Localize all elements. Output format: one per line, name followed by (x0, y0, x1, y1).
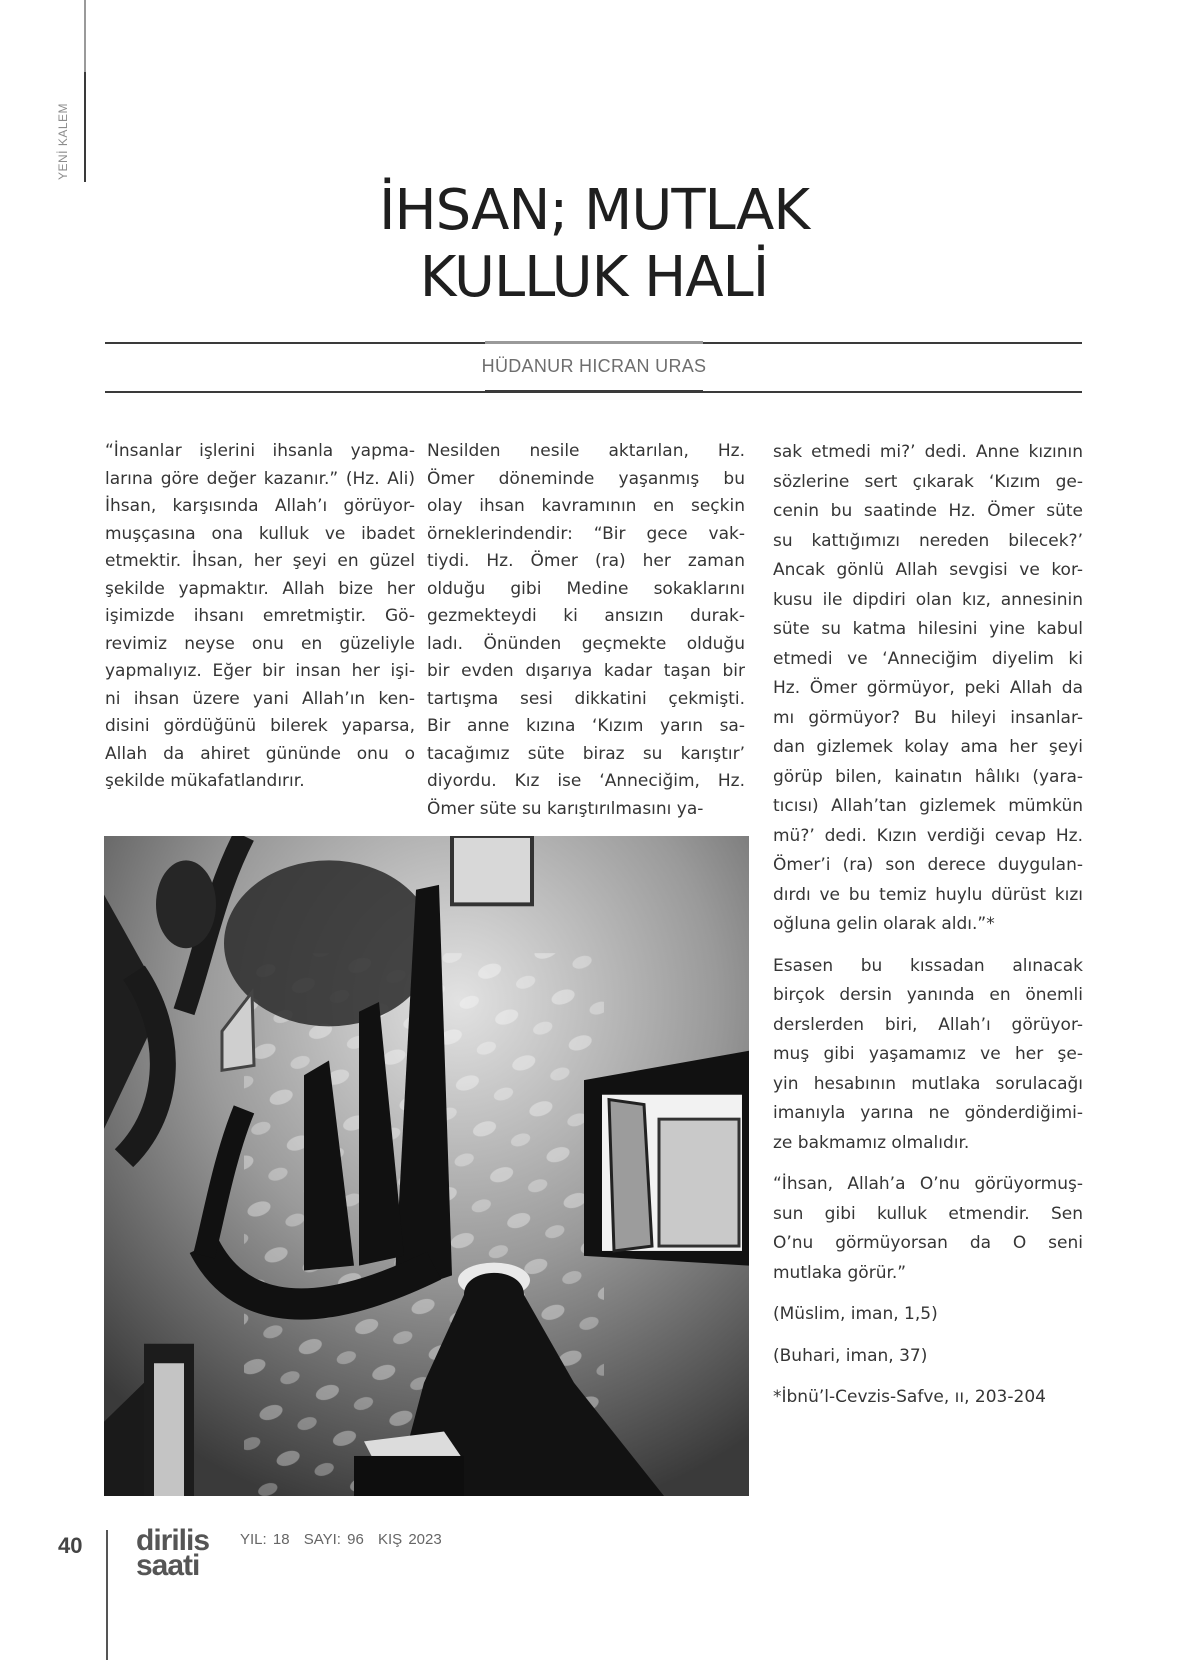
text-line: imanıyla yarına ne gönderdiğimi- (773, 1103, 1083, 1123)
text-line: etmedi ve ‘Anneciğim diyelim ki (773, 648, 1083, 669)
title-rule-bottom-accent (485, 390, 703, 393)
text-line: revimiz neyse onu en güzeliyle (105, 633, 415, 654)
text-line: mü?’ dedi. Kızın verdiği cevap Hz. (773, 825, 1083, 846)
text-line: tacağımız süte biraz su karıştır’ (427, 743, 745, 764)
text-line: O’nu görmüyorsan da O seni (773, 1233, 1083, 1253)
section-rule-top (84, 0, 86, 72)
text-line: ni ihsan üzere yani Allah’ın ken- (105, 688, 415, 709)
page-number: 40 (58, 1533, 83, 1558)
text-line: tıcısı) Allah’tan gizlemek mümkün (773, 796, 1083, 816)
paragraph (773, 1300, 1083, 1330)
text-line: Esasen bu kıssadan alınacak (773, 955, 1083, 976)
paragraph (773, 952, 1083, 1159)
text-line: Nesilden nesile aktarılan, Hz. (427, 441, 745, 461)
title-rule-top-accent (485, 341, 703, 344)
paragraph (773, 1342, 1083, 1372)
text-line: ze bakmamız olmalıdır. (773, 1132, 970, 1153)
logo-line-1: dirilis (136, 1524, 210, 1557)
issue-year: YIL: 18 (240, 1531, 290, 1548)
text-column-1 (105, 438, 415, 796)
issue-number: SAYI: 96 (303, 1531, 364, 1548)
text-line: su kattığımızı nereden bilecek?’ (773, 530, 1083, 551)
paragraph (427, 438, 745, 823)
text-line: muşçasına ona kulluk ve ibadet (105, 523, 415, 544)
text-line: Ömer süte su karıştırılmasını ya- (427, 798, 704, 819)
text-line: (Müslim, iman, 1,5) (773, 1304, 938, 1324)
text-line: cenin bu saatinde Hz. Ömer süte (773, 501, 1083, 521)
text-line: dan gizlemek kolay ama her şeyi (773, 737, 1083, 757)
text-line: tiydi. Hz. Ömer (ra) her zaman (427, 551, 745, 571)
issue-season: KIŞ 2023 (377, 1531, 442, 1548)
text-line: örneklerindendir: “Bir gece vak- (427, 523, 745, 544)
section-rule (84, 72, 86, 182)
text-line: gezmekteydi ki ansızın durak- (427, 606, 745, 626)
text-line: “İnsanlar işlerini ihsanla yapma- (105, 441, 415, 461)
text-line: işimizde ihsanı emretmiştir. Gö- (105, 606, 415, 626)
text-line: Bir anne kızına ‘Kızım yarın sa- (427, 716, 745, 736)
text-line: etmektir. İhsan, her şeyi en güzel (105, 551, 415, 571)
text-line: Hz. Ömer görmüyor, peki Allah da (773, 678, 1083, 698)
text-line: *İbnü’l-Cevzis-Safve, ıı, 203-204 (773, 1387, 1046, 1407)
text-line: diyordu. Kız ise ‘Anneciğim, Hz. (427, 771, 745, 791)
text-line: Ancak gönlü Allah sevgisi ve kor- (773, 560, 1083, 580)
paragraph (773, 1170, 1083, 1288)
paragraph (773, 438, 1083, 940)
text-line: dırdı ve bu temiz huylu dürüst kızı (773, 884, 1083, 905)
section-label: YENİ KALEM (56, 102, 70, 180)
text-line: Ömer’i (ra) son derece duygulan- (773, 855, 1083, 875)
text-line: sun gibi kulluk etmendir. Sen (773, 1203, 1083, 1224)
text-line: kusu ile dipdiri olan kız, annesinin (773, 589, 1083, 610)
text-line: Allah da ahiret gününde onu o (105, 743, 415, 764)
text-line: (Buhari, iman, 37) (773, 1345, 928, 1366)
text-line: muş gibi yaşamamız ve her şe- (773, 1044, 1083, 1064)
text-line: görüp bilen, kainatın hâlıkı (yara- (773, 766, 1083, 787)
text-line: larına göre değer kazanır.” (Hz. Ali) (105, 468, 415, 489)
text-line: yin hesabının mutlaka sorulacağı (773, 1073, 1083, 1094)
text-line: tartışma sesi dikkatini çekmişti. (427, 688, 745, 709)
text-line: şekilde yapmaktır. Allah bize her (105, 578, 415, 599)
text-column-3 (773, 438, 1083, 1425)
paragraph (105, 438, 415, 796)
footer-rule (106, 1530, 108, 1660)
text-line: bir evden dışarıya kadar taşan bir (427, 661, 745, 681)
text-line: olay ihsan kavramının en seçkin (427, 496, 745, 516)
text-line: mı görmüyor? Bu hileyi insanlar- (773, 707, 1083, 728)
text-line: süte su katma hilesini yine kabul (773, 619, 1083, 639)
logo-line-2: saati (136, 1549, 200, 1582)
text-line: ladı. Önünden geçmekte olduğu (427, 633, 745, 654)
text-line: sak etmedi mi?’ dedi. Anne kızının (773, 442, 1083, 462)
text-line: oğluna gelin olarak aldı.”* (773, 914, 995, 934)
issue-info (240, 1531, 450, 1548)
text-line: “İhsan, Allah’a O’nu görüyormuş- (773, 1174, 1083, 1194)
text-line: yapmalıyız. Eğer bir insan her işi- (105, 661, 415, 681)
article-title-line-2: KULLUK HALİ (419, 245, 769, 310)
text-line: Ömer döneminde yaşanmış bu (427, 468, 745, 489)
article-title-line-1: İHSAN; MUTLAK (378, 178, 810, 243)
text-column-2 (427, 438, 745, 823)
text-line: şekilde mükafatlandırır. (105, 771, 305, 791)
text-line: olduğu gibi Medine sokaklarını (427, 578, 745, 599)
text-line: İhsan, karşısında Allah’ı görüyor- (105, 496, 415, 516)
mosque-calligraphy-image (104, 836, 749, 1496)
paragraph (773, 1383, 1083, 1413)
author-name: HÜDANUR HICRAN URAS (481, 356, 707, 376)
article-photo (104, 836, 749, 1496)
magazine-logo (136, 1524, 210, 1582)
text-line: sözlerine sert çıkarak ‘Kızım ge- (773, 471, 1083, 492)
text-line: mutlaka görür.” (773, 1262, 907, 1283)
text-line: disini gördüğünü bilerek yaparsa, (105, 716, 415, 736)
text-line: derslerden biri, Allah’ı görüyor- (773, 1014, 1083, 1035)
text-line: birçok dersin yanında en önemli (773, 985, 1083, 1005)
